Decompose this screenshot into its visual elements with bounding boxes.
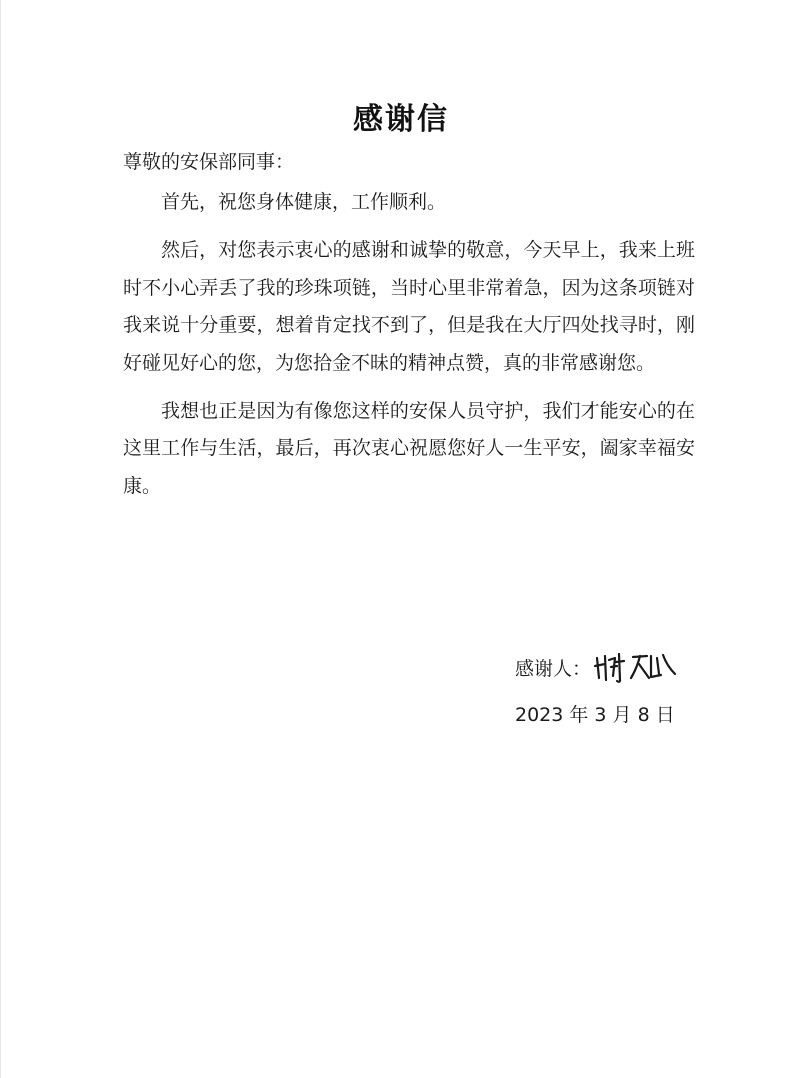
paragraph: 首先，祝您身体健康，工作顺利。	[161, 191, 447, 213]
handwritten-signature-icon	[593, 650, 677, 684]
letter-date: 2023 年 3 月 8 日	[515, 704, 675, 726]
salutation: 尊敬的安保部同事：	[123, 151, 295, 173]
signature-line	[515, 650, 677, 684]
letter-body	[123, 184, 695, 516]
letter-title: 感谢信	[353, 102, 449, 137]
signature-label: 感谢人：	[515, 657, 592, 680]
paragraph: 我想也正是因为有像您这样的安保人员守护，我们才能安心的在这里工作与生活，最后，再次衷心祝愿您好人一生平安，阖家幸福安康。	[123, 400, 695, 497]
paragraph: 然后，对您表示衷心的感谢和诚挚的敬意，今天早上，我来上班时不小心弄丢了我的珍珠项链，当时心里非常着急，因为这条项链对我来说十分重要，想着肯定找不到了，但是我在大厅四处找寻时，刚好碰见好心的您，为您拾金不昧的精神点赞，真的非常感谢您。	[123, 239, 695, 374]
